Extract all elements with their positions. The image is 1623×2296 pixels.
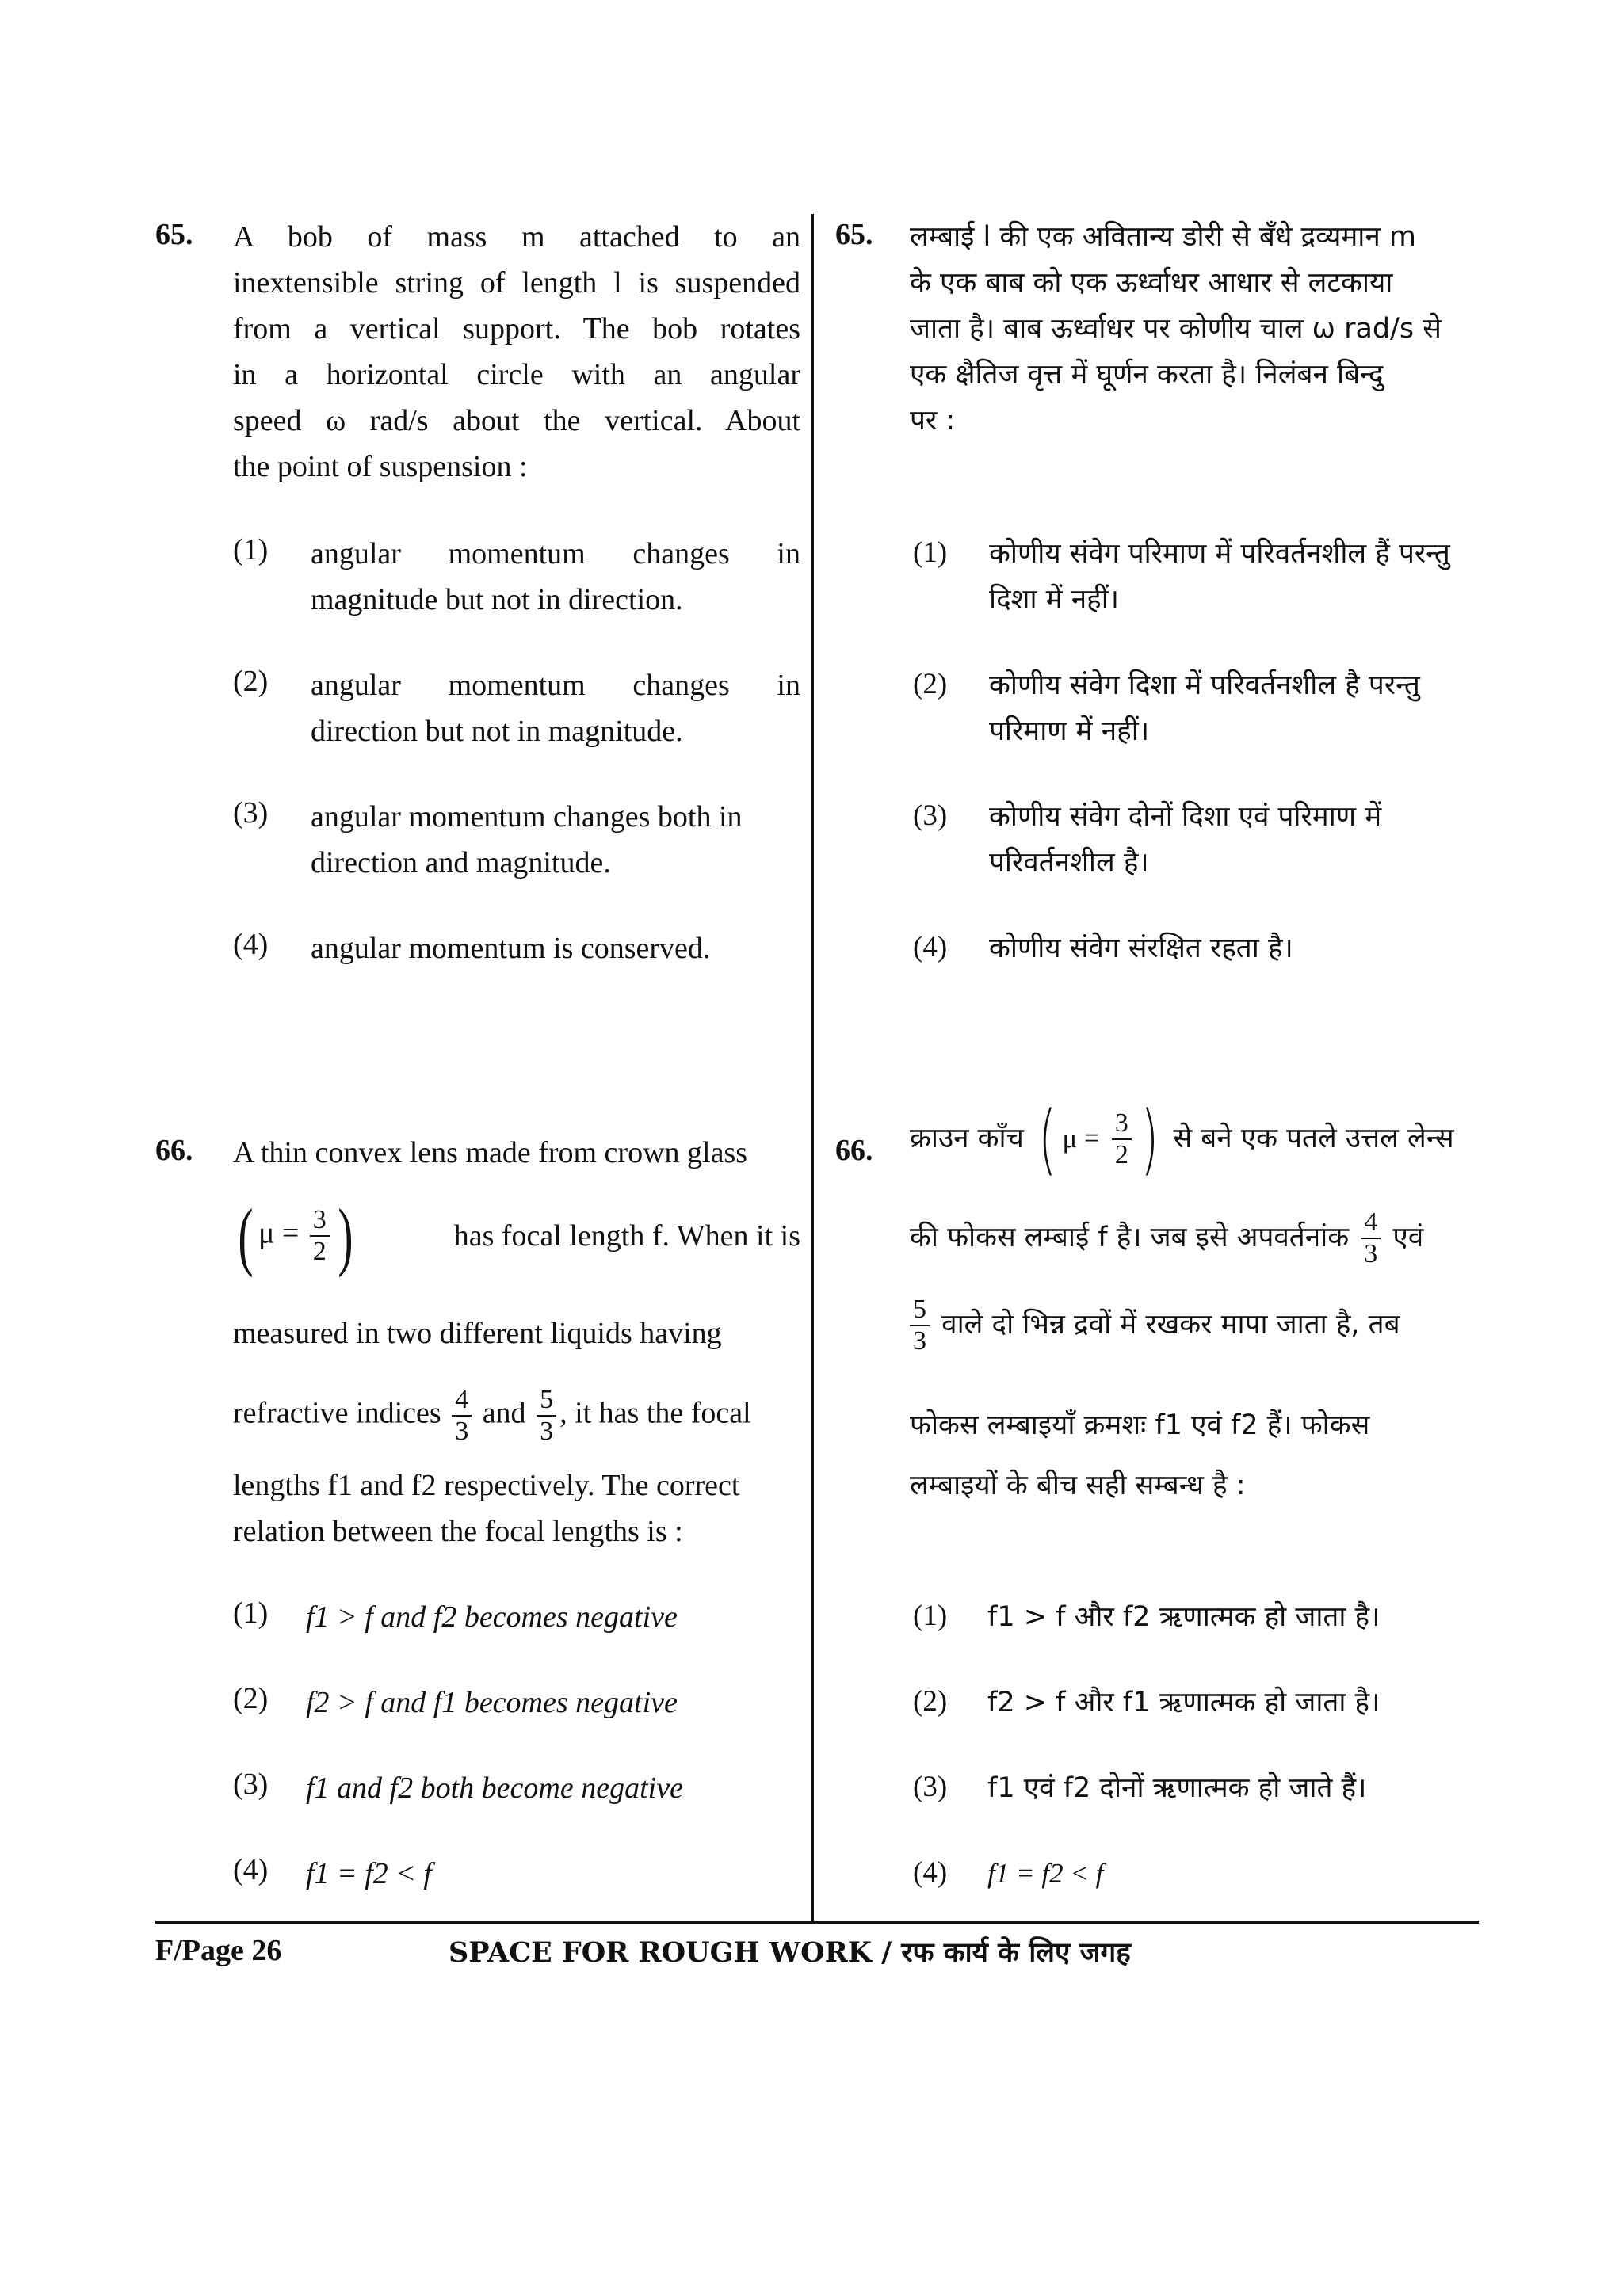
- fraction: [1112, 1108, 1132, 1170]
- denominator: 3: [455, 1417, 469, 1446]
- question-line: [233, 1385, 800, 1447]
- page-label: F/Page 26: [155, 1934, 282, 1967]
- denominator: 2: [312, 1237, 327, 1266]
- question-line: फोकस लम्बाइयाँ क्रमशः f1 एवं f2 हैं। फोकस: [910, 1409, 1370, 1441]
- numerator: 4: [1361, 1207, 1381, 1239]
- numerator: 3: [310, 1205, 330, 1237]
- option-line: direction but not in magnitude.: [311, 715, 683, 748]
- column-divider: [812, 214, 814, 1921]
- stem-line: speed ω rad/s about the vertical. About: [233, 404, 800, 437]
- option-line: magnitude but not in direction.: [311, 583, 683, 616]
- option-text: [989, 925, 1506, 971]
- option-number: (2): [233, 665, 269, 698]
- line-text: एवं: [1392, 1222, 1424, 1253]
- option-number: (2): [913, 1685, 948, 1718]
- option-line: angular momentum is conserved.: [311, 932, 711, 965]
- line-text: has focal length f. When it is: [453, 1219, 800, 1253]
- question-line: [233, 1193, 800, 1278]
- numerator: 4: [452, 1385, 472, 1417]
- option-line: कोणीय संवेग दिशा में परिवर्तनशील है परन्तु: [989, 669, 1420, 701]
- option-number: (1): [233, 1596, 269, 1630]
- option-text: f1 > f और f2 ऋणात्मक हो जाता है।: [987, 1601, 1381, 1633]
- option-text: [311, 662, 800, 754]
- numerator: 5: [537, 1385, 556, 1417]
- option-text: [989, 531, 1506, 623]
- numerator: 3: [1112, 1108, 1132, 1140]
- question-line: लम्बाइयों के बीच सही सम्बन्ध है :: [910, 1470, 1246, 1501]
- numerator: 5: [910, 1295, 930, 1326]
- stem-line: लम्बाई l की एक अवितान्य डोरी से बँधे द्रव्यमान m: [910, 221, 1416, 253]
- mu-label: μ =: [1062, 1123, 1100, 1154]
- stem-line: the point of suspension :: [233, 450, 528, 483]
- denominator: 2: [1114, 1140, 1128, 1169]
- left-paren: (: [1038, 1095, 1056, 1184]
- question-number: 65.: [155, 218, 193, 251]
- line-text: and: [482, 1396, 526, 1430]
- denominator: 3: [913, 1326, 926, 1356]
- refractive-index-expression: [1033, 1095, 1164, 1184]
- mu-label: μ =: [258, 1216, 300, 1250]
- option-number: (3): [913, 799, 948, 832]
- stem-line: in a horizontal circle with an angular: [233, 358, 800, 391]
- option-text: f1 and f2 both become negative: [306, 1772, 683, 1805]
- fraction: [1361, 1207, 1381, 1269]
- question-line: lengths f1 and f2 respectively. The correct: [233, 1469, 740, 1502]
- question-line: [910, 1295, 1506, 1356]
- line-text: से बने एक पतले उत्तल लेन्स: [1173, 1123, 1454, 1154]
- option-line: कोणीय संवेग संरक्षित रहता है।: [989, 933, 1293, 964]
- option-line: angular momentum changes both in: [311, 800, 743, 833]
- fraction: [310, 1205, 330, 1267]
- option-text: f2 > f and f1 becomes negative: [306, 1686, 678, 1719]
- line-text: refractive indices: [233, 1396, 441, 1430]
- line-text: वाले दो भिन्न द्रवों में रखकर मापा जाता है, तब: [941, 1309, 1400, 1341]
- question-number: 66.: [155, 1134, 193, 1167]
- question-stem: [910, 214, 1506, 444]
- stem-line: के एक बाब को एक ऊर्ध्वाधर आधार से लटकाया: [910, 267, 1393, 299]
- option-number: (3): [233, 796, 269, 830]
- question-line: [910, 1095, 1506, 1184]
- option-number: (3): [233, 1768, 269, 1801]
- refractive-index-expression: [233, 1193, 358, 1278]
- option-line: direction and magnitude.: [311, 846, 611, 879]
- option-text: [989, 662, 1506, 754]
- option-text: [311, 531, 800, 623]
- option-text: [989, 794, 1506, 886]
- question-number: 65.: [835, 218, 873, 251]
- question-stem: [233, 214, 800, 490]
- line-text: की फोकस लम्बाई f है। जब इसे अपवर्तनांक: [910, 1222, 1350, 1253]
- option-line: angular momentum changes in: [311, 669, 800, 702]
- fraction: [537, 1385, 556, 1447]
- option-number: (4): [913, 1856, 948, 1889]
- option-number: (1): [913, 536, 948, 569]
- stem-line: एक क्षैतिज वृत्त में घूर्णन करता है। निलंबन बिन्दु: [910, 359, 1384, 391]
- option-number: (2): [913, 668, 948, 700]
- denominator: 3: [1364, 1239, 1378, 1268]
- option-text: f1 = f2 < f: [987, 1858, 1104, 1889]
- denominator: 3: [540, 1417, 554, 1446]
- question-line: relation between the focal lengths is :: [233, 1515, 683, 1548]
- option-text: f1 एवं f2 दोनों ऋणात्मक हो जाते हैं।: [987, 1772, 1367, 1804]
- footer-rule: [155, 1921, 1479, 1924]
- line-text: क्राउन काँच: [910, 1123, 1024, 1154]
- fraction: [452, 1385, 472, 1447]
- option-text: [311, 925, 800, 971]
- stem-line: inextensible string of length l is suspended: [233, 266, 800, 299]
- fraction: [910, 1295, 930, 1356]
- question-line: A thin convex lens made from crown glass: [233, 1136, 748, 1169]
- option-line: कोणीय संवेग दोनों दिशा एवं परिमाण में: [989, 801, 1382, 833]
- question-line: measured in two different liquids having: [233, 1317, 722, 1350]
- option-number: (3): [913, 1771, 948, 1803]
- option-number: (4): [913, 931, 948, 963]
- option-number: (4): [233, 928, 269, 961]
- option-text: f1 > f and f2 becomes negative: [306, 1600, 678, 1634]
- right-paren: ): [338, 1193, 353, 1278]
- rough-work-label: SPACE FOR ROUGH WORK / रफ कार्य के लिए जगह: [449, 1936, 1131, 1969]
- option-number: (1): [233, 533, 269, 566]
- option-text: f1 = f2 < f: [306, 1857, 432, 1890]
- stem-line: पर :: [910, 405, 956, 437]
- option-line: कोणीय संवेग परिमाण में परिवर्तनशील हैं परन्तु: [989, 538, 1450, 570]
- stem-line: A bob of mass m attached to an: [233, 220, 800, 254]
- option-number: (4): [233, 1853, 269, 1886]
- option-line: दिशा में नहीं।: [989, 584, 1120, 616]
- option-line: angular momentum changes in: [311, 537, 800, 570]
- option-line: परिवर्तनशील है।: [989, 847, 1149, 879]
- line-text: , it has the focal: [559, 1396, 751, 1430]
- option-number: (2): [233, 1682, 269, 1715]
- option-number: (1): [913, 1600, 948, 1632]
- question-line: [910, 1207, 1506, 1269]
- stem-line: जाता है। बाब ऊर्ध्वाधर पर कोणीय चाल ω rad/s से: [910, 313, 1442, 345]
- question-number: 66.: [835, 1134, 873, 1167]
- option-text: f2 > f और f1 ऋणात्मक हो जाता है।: [987, 1687, 1381, 1718]
- left-paren: (: [238, 1193, 254, 1278]
- stem-line: from a vertical support. The bob rotates: [233, 312, 800, 345]
- option-line: परिमाण में नहीं।: [989, 715, 1150, 747]
- option-text: [311, 794, 800, 886]
- right-paren: ): [1140, 1095, 1159, 1184]
